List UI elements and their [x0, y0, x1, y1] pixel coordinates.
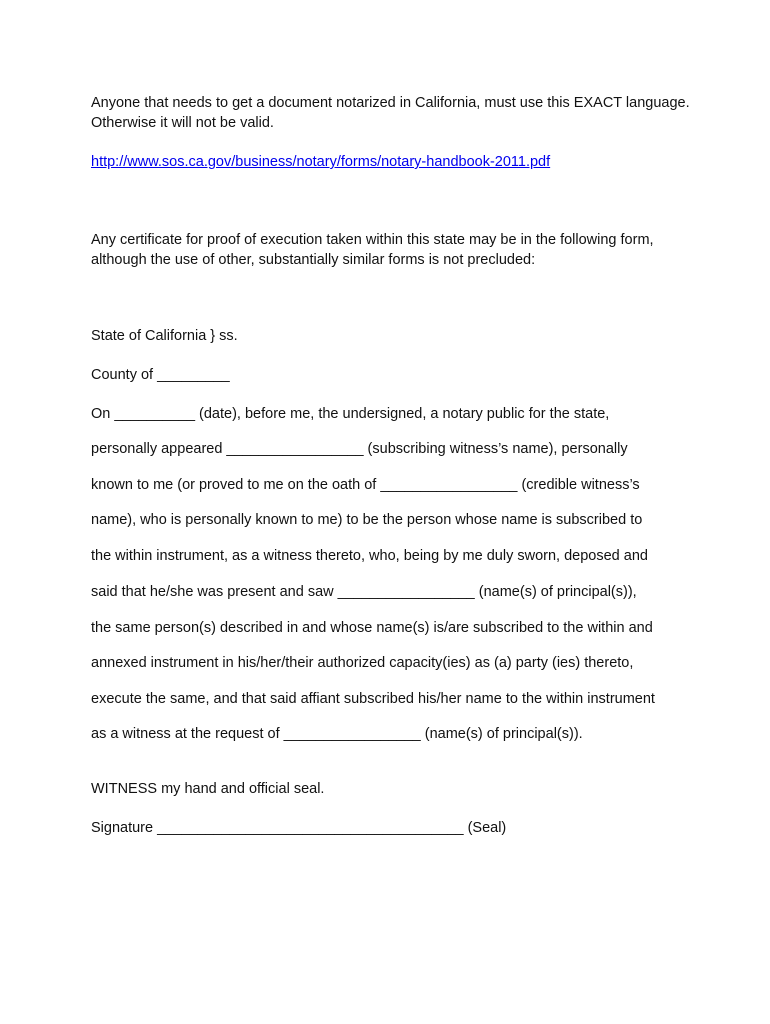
form-body-line: name), who is personally known to me) to be the person whose name is subscribed to: [91, 512, 643, 528]
form-body-line: personally appeared _________________ (subscribing witness’s name), personally: [91, 441, 628, 457]
witness-line: WITNESS my hand and official seal.: [91, 781, 325, 797]
form-body-line: the same person(s) described in and whose name(s) is/are subscribed to the within and: [91, 620, 653, 636]
form-body-line: known to me (or proved to me on the oath of _________________ (credible witness’s: [91, 477, 640, 493]
county-line: County of _________: [91, 367, 230, 383]
state-line: State of California } ss.: [91, 328, 238, 344]
form-body-line: execute the same, and that said affiant subscribed his/her name to the within instrument: [91, 691, 655, 707]
notary-handbook-link[interactable]: http://www.sos.ca.gov/business/notary/forms/notary-handbook-2011.pdf: [91, 154, 551, 170]
form-body-line: On __________ (date), before me, the undersigned, a notary public for the state,: [91, 406, 610, 422]
form-body-line: the within instrument, as a witness thereto, who, being by me duly sworn, deposed and: [91, 548, 648, 564]
certificate-intro-paragraph: Any certificate for proof of execution taken within this state may be in the following form, although the use of other, substantially similar forms is not precluded:: [91, 232, 654, 268]
form-body-line: annexed instrument in his/her/their authorized capacity(ies) as (a) party (ies) thereto,: [91, 655, 634, 671]
form-body-line: as a witness at the request of _________________ (name(s) of principal(s)).: [91, 726, 583, 742]
signature-line: Signature ______________________________________ (Seal): [91, 820, 507, 836]
intro-paragraph: Anyone that needs to get a document notarized in California, must use this EXACT language. Otherwise it will not be valid.: [91, 95, 690, 131]
form-body-line: said that he/she was present and saw _________________ (name(s) of principal(s)),: [91, 584, 637, 600]
